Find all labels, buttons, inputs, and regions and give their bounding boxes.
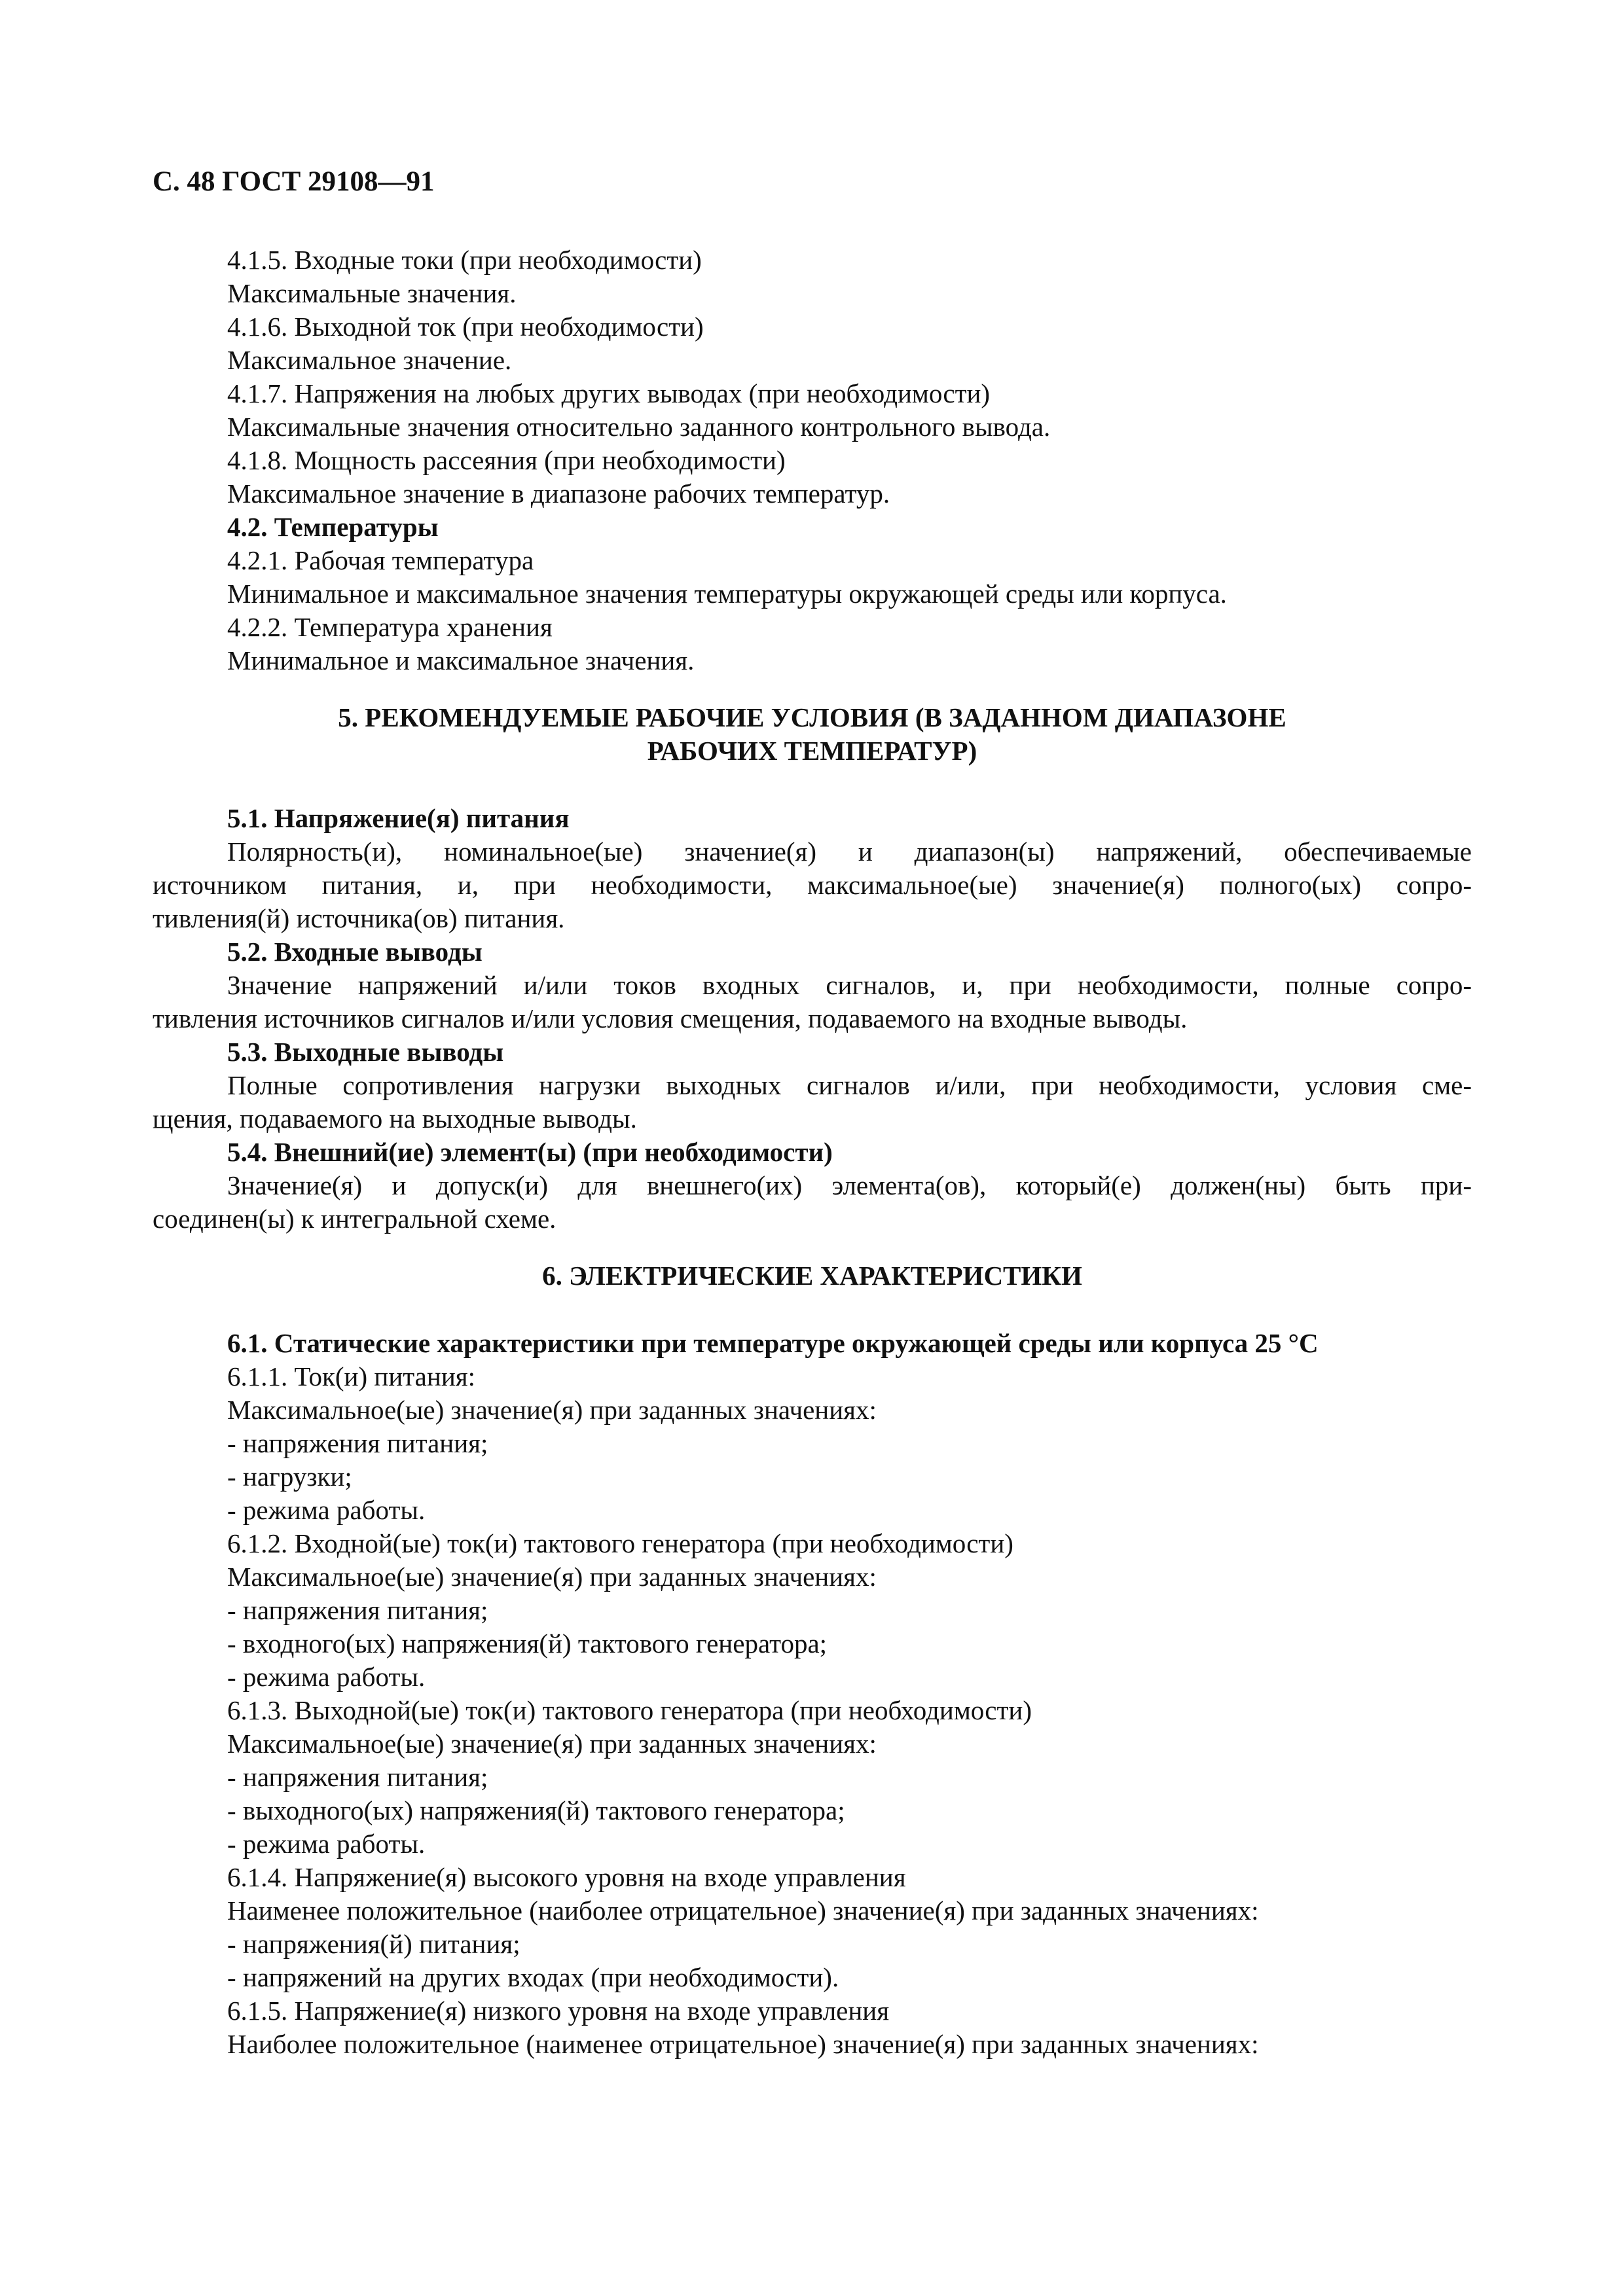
text-line: соединен(ы) к интегральной схеме. bbox=[153, 1204, 556, 1234]
section-5-body bbox=[153, 802, 1472, 1236]
page-header: С. 48 ГОСТ 29108—91 bbox=[153, 166, 435, 197]
text-line: 4.2.2. Температура хранения bbox=[227, 612, 553, 642]
text-line: - режима работы. bbox=[227, 1829, 426, 1859]
text-line: - напряжения питания; bbox=[227, 1762, 488, 1792]
subsection-heading: 5.4. Внешний(ие) элемент(ы) (при необходимости) bbox=[227, 1137, 833, 1167]
text-line: Значение напряжений и/или токов входных сигналов, и, при необходимости, полные сопро- bbox=[227, 970, 1472, 1000]
section-5-title-line-2: РАБОЧИХ ТЕМПЕРАТУР) bbox=[647, 736, 977, 766]
text-line: - нагрузки; bbox=[227, 1462, 352, 1492]
text-line: Наименее положительное (наиболее отрицательное) значение(я) при заданных значениях: bbox=[227, 1895, 1259, 1926]
text-line: 6.1.5. Напряжение(я) низкого уровня на входе управления bbox=[227, 1996, 890, 2026]
text-line: Максимальное значение в диапазоне рабочих температур. bbox=[227, 478, 890, 509]
text-line: тивления источников сигналов и/или условия смещения, подаваемого на входные выводы. bbox=[153, 1003, 1188, 1033]
subsection-heading: 6.1. Статические характеристики при температуре окружающей среды или корпуса 25 °С bbox=[227, 1328, 1319, 1358]
section-5-heading bbox=[153, 701, 1472, 768]
text-line: - режима работы. bbox=[227, 1662, 426, 1692]
text-line: - напряжения питания; bbox=[227, 1595, 488, 1625]
text-line: Максимальные значения. bbox=[227, 278, 517, 308]
text-line: Полярность(и), номинальное(ые) значение(я) и диапазон(ы) напряжений, обеспечиваемые bbox=[227, 836, 1472, 867]
subsection-heading: 5.2. Входные выводы bbox=[227, 937, 483, 967]
text-line: источником питания, и, при необходимости, максимальное(ые) значение(я) полного(ых) сопро- bbox=[153, 870, 1472, 900]
section-6-heading: 6. ЭЛЕКТРИЧЕСКИЕ ХАРАКТЕРИСТИКИ bbox=[542, 1261, 1082, 1291]
subsection-heading: 4.2. Температуры bbox=[227, 512, 439, 542]
text-line: тивления(й) источника(ов) питания. bbox=[153, 903, 565, 933]
text-line: - напряжений на других входах (при необходимости). bbox=[227, 1962, 839, 1992]
text-line: Максимальное(ые) значение(я) при заданных значениях: bbox=[227, 1395, 877, 1425]
text-line: Минимальное и максимальное значения. bbox=[227, 645, 695, 675]
subsection-heading: 5.1. Напряжение(я) питания bbox=[227, 803, 570, 833]
text-line: Максимальные значения относительно заданного контрольного вывода. bbox=[227, 412, 1051, 442]
text-line: 6.1.4. Напряжение(я) высокого уровня на входе управления bbox=[227, 1862, 906, 1892]
subsection-heading: 5.3. Выходные выводы bbox=[227, 1037, 504, 1067]
text-line: 4.1.5. Входные токи (при необходимости) bbox=[227, 245, 702, 275]
text-line: 4.2.1. Рабочая температура bbox=[227, 545, 534, 575]
text-line: - напряжения(й) питания; bbox=[227, 1929, 520, 1959]
text-line: 4.1.8. Мощность рассеяния (при необходимости) bbox=[227, 445, 786, 475]
text-line: 4.1.7. Напряжения на любых других выводах (при необходимости) bbox=[227, 378, 991, 408]
section-6-body bbox=[153, 1327, 1472, 2061]
section-5-title-line-1: 5. РЕКОМЕНДУЕМЫЕ РАБОЧИЕ УСЛОВИЯ (В ЗАДАННОМ ДИАПАЗОНЕ bbox=[338, 702, 1286, 732]
text-line: Наиболее положительное (наименее отрицательное) значение(я) при заданных значениях: bbox=[227, 2029, 1259, 2059]
text-line: Максимальное(ые) значение(я) при заданных значениях: bbox=[227, 1562, 877, 1592]
text-line: Максимальное значение. bbox=[227, 345, 512, 375]
text-line: - выходного(ых) напряжения(й) тактового генератора; bbox=[227, 1795, 845, 1825]
text-line: 6.1.1. Ток(и) питания: bbox=[227, 1361, 476, 1391]
text-line: 6.1.2. Входной(ые) ток(и) тактового генератора (при необходимости) bbox=[227, 1528, 1013, 1558]
text-line: Полные сопротивления нагрузки выходных сигналов и/или, при необходимости, условия сме- bbox=[227, 1070, 1472, 1100]
text-line: Значение(я) и допуск(и) для внешнего(их) элемента(ов), который(е) должен(ны) быть при- bbox=[227, 1170, 1472, 1200]
text-line: Максимальное(ые) значение(я) при заданных значениях: bbox=[227, 1729, 877, 1759]
text-line: Минимальное и максимальное значения температуры окружающей среды или корпуса. bbox=[227, 579, 1227, 609]
text-line: 4.1.6. Выходной ток (при необходимости) bbox=[227, 312, 704, 342]
document-body bbox=[153, 243, 1472, 2061]
text-line: - напряжения питания; bbox=[227, 1428, 488, 1458]
text-line: - входного(ых) напряжения(й) тактового генератора; bbox=[227, 1628, 828, 1659]
text-line: щения, подаваемого на выходные выводы. bbox=[153, 1103, 637, 1134]
block-4-section bbox=[153, 243, 1472, 677]
text-line: - режима работы. bbox=[227, 1495, 426, 1525]
text-line: 6.1.3. Выходной(ые) ток(и) тактового генератора (при необходимости) bbox=[227, 1695, 1032, 1725]
